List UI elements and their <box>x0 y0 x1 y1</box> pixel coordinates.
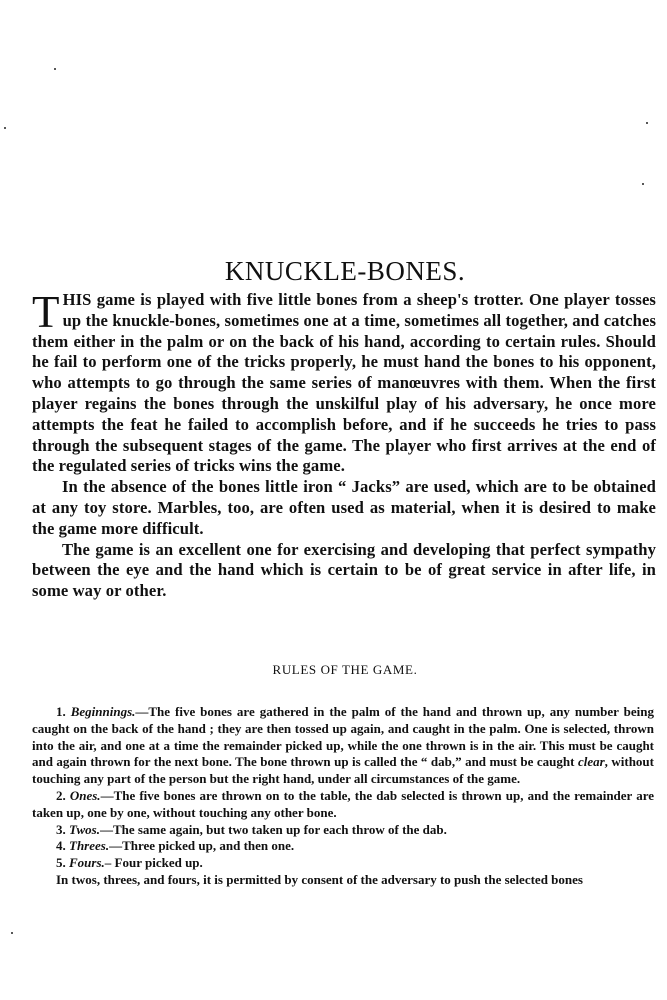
page-title: KNUCKLE-BONES. <box>224 256 466 287</box>
rule-term: Twos. <box>69 821 100 837</box>
rule-text: —The same again, but two taken up for each throw of the dab. <box>99 821 447 837</box>
rule-number: 4. <box>56 838 66 854</box>
rule-term: Threes. <box>69 838 110 854</box>
rule-text: —Three picked up, and then one. <box>109 838 295 854</box>
rule-text: —The five bones are thrown on to the table, the dab selected is thrown up, and the remainder are taken up, one by one, without touching any other bone. <box>32 787 654 820</box>
rule-text: , without touching any part of the person but the right hand, under all circumstances of the game. <box>32 754 654 787</box>
rule-term: Beginnings. <box>70 704 136 719</box>
intro-paragraph-1 <box>32 287 656 477</box>
print-speck <box>642 183 644 185</box>
intro-text <box>32 287 656 602</box>
rule-2 <box>32 788 654 822</box>
intro-paragraph-3: The game is an excellent one for exercising and developing that perfect sympathy between the eye and the hand which is certain to be of great service in after life, in some way or other. <box>32 539 656 601</box>
rule-1 <box>32 704 654 788</box>
rule-5 <box>32 855 654 872</box>
rule-term: Ones. <box>69 787 101 803</box>
intro-paragraph-1-text: HIS game is played with five little bones from a sheep's trotter. One player tosses up the knuckle-bones, sometimes one at a time, sometimes all together, and catches them either in the palm or on the back of his hand, according to certain rules. Should he fail to perform one of the tricks properly, he must hand the bones to his opponent, who attempts to go through the same series of manœuvres with them. When the first player regains the bones through the unskilful play of his adversary, he once more attempts the feat he failed to accomplish before, and if he succeeds he tries to pass through the subsequent stages of the game. The player who first arrives at the end of the regulated series of tricks wins the game. <box>32 290 656 476</box>
drop-cap: T <box>32 287 60 337</box>
rule-number: 5. <box>56 855 66 871</box>
rules-list <box>32 704 654 889</box>
rule-text: —The five bones are gathered in the palm of the hand and thrown up, any number being caught on the back of the hand ; they are then tossed up again, and caught in the palm. One is selected, thrown into the air, and one at a time the remainder picked up, while the one thrown is in the air. This must be caught and again thrown for the next bone. The bone thrown up is called the “ dab,” and must be caught <box>32 704 655 770</box>
rules-heading: RULES OF THE GAME. <box>272 662 418 677</box>
intro-paragraph-2: In the absence of the bones little iron “ Jacks” are used, which are to be obtained at any toy store. Marbles, too, are often used as material, when it is desired to make the game more difficult. <box>32 477 656 538</box>
rule-continuation: In twos, threes, and fours, it is permitted by consent of the adversary to push the selected bones <box>56 871 583 887</box>
print-speck <box>11 932 13 934</box>
rule-number: 2. <box>56 787 66 803</box>
rule-number: 3. <box>56 821 66 837</box>
print-speck <box>54 68 56 70</box>
print-speck <box>4 127 6 129</box>
rule-text: – Four picked up. <box>104 855 203 871</box>
rule-3 <box>32 822 654 839</box>
print-speck <box>646 122 648 124</box>
rule-emphasis: clear <box>577 754 605 770</box>
rule-term: Fours. <box>69 855 105 871</box>
rule-4 <box>32 838 654 855</box>
rule-number: 1. <box>56 704 66 719</box>
